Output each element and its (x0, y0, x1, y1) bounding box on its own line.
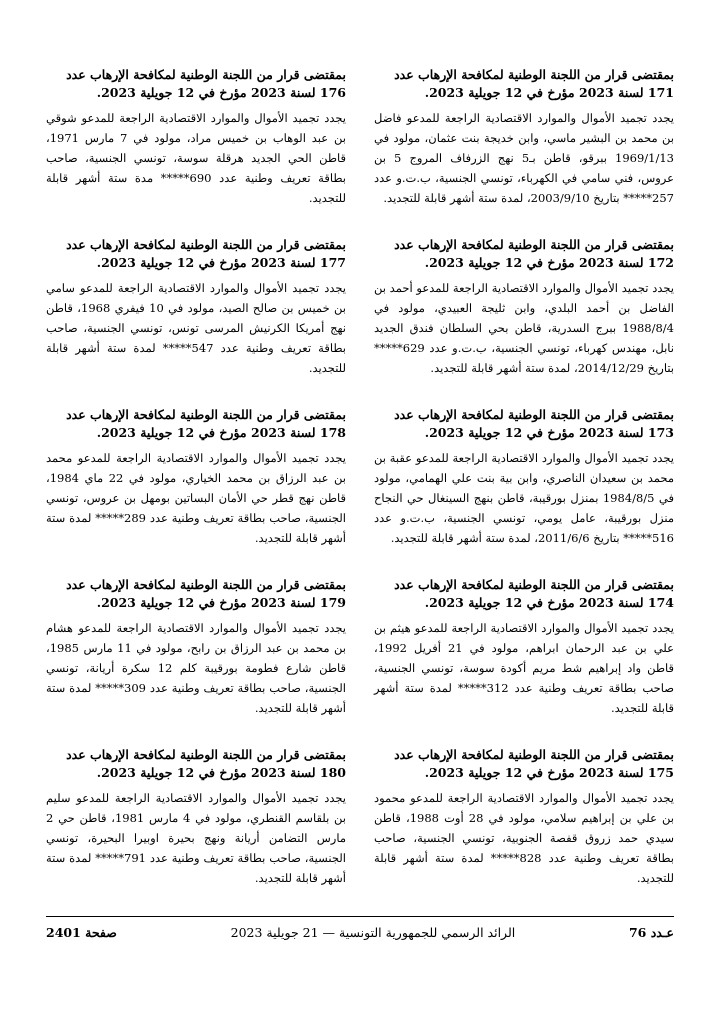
decree-title: بمقتضى قرار من اللجنة الوطنية لمكافحة الإرهاب عدد 172 لسنة 2023 مؤرخ في 12 جويلية 2023. (394, 237, 674, 270)
decree-175 (374, 746, 674, 888)
decree-body: يجدد تجميد الأموال والموارد الاقتصادية الراجعة للمدعو سامي بن خميس بن صالح الصيد، مولود في 10 فيفري 1968، قاطن نهج أمريكا الكرنيش المرسى تونس، تونسي الجنسية، صاحب بطاقة تعريف وطنية عدد 547***** لمدة ستة أشهر قابلة للتجديد. (46, 281, 346, 375)
page-number: صفحة 2401 (46, 925, 117, 940)
issue-number: عـدد 76 (628, 925, 674, 940)
decree-174 (374, 576, 674, 718)
decree-body: يجدد تجميد الأموال والموارد الاقتصادية الراجعة للمدعو فاضل بن محمد بن البشير ماسي، وابن خديجة بنت عثمان، مولود في 1969/1/13 ببرقو، قاطن بـ5 نهج الزرفاف المروج 5 بن عروس، فني سامي في الكهرباء، تونسي الجنسية، ب.ت.و عدد 257***** بتاريخ 2003/9/10، لمدة ستة أشهر قابلة للتجديد. (374, 111, 674, 205)
decree-body: يجدد تجميد الأموال والموارد الاقتصادية الراجعة للمدعو هيثم بن علي بن عبد الرحمان ابراهم، مولود في 21 أفريل 1992، قاطن واد إبراهيم شط مريم أكودة سوسة، تونسي الجنسية، صاحب بطاقة تعريف وطنية عدد 312***** لمدة ستة أشهر قابلة للتجديد. (374, 621, 674, 715)
decree-title: بمقتضى قرار من اللجنة الوطنية لمكافحة الإرهاب عدد 171 لسنة 2023 مؤرخ في 12 جويلية 2023. (394, 67, 674, 100)
right-column (374, 66, 674, 916)
decree-body: يجدد تجميد الأموال والموارد الاقتصادية الراجعة للمدعو محمود بن علي بن إبراهيم سلامي، مولود في 28 أوت 1988، قاطن سيدي حمد زروق قفصة الجنوبية، تونسي الجنسية، صاحب بطاقة تعريف وطنية عدد 828***** لمدة ستة أشهر قابلة للتجديد. (374, 791, 674, 885)
decree-body: يجدد تجميد الأموال والموارد الاقتصادية الراجعة للمدعو أحمد بن الفاضل بن أحمد البلدي، وابن ثليجة العبيدي، مولود في 1988/8/4 ببرج السدرية، قاطن بحي السلطان فندق الجديد نابل، مهندس كهرباء، تونسي الجنسية، ب.ت.و عدد 629***** بتاريخ 2014/12/29، لمدة ستة أشهر قابلة للتجديد. (374, 281, 674, 375)
decree-body: يجدد تجميد الأموال والموارد الاقتصادية الراجعة للمدعو عقبة بن محمد بن سعيدان الناصري، وابن بية بنت علي الهمامي، مولود في 1984/8/5 بمنزل بورقيبة، قاطن بنهج السينغال حي النجاح منزل بورقيبة، عامل يومي، تونسي الجنسية، ب.ت.و عدد 516***** بتاريخ 2011/6/6، لمدة ستة أشهر قابلة للتجديد. (374, 451, 674, 545)
decree-body: يجدد تجميد الأموال والموارد الاقتصادية الراجعة للمدعو محمد بن عبد الرزاق بن محمد الخياري، مولود في 22 ماي 1984، قاطن نهج قطر حي الأمان البساتين بومهل بن عروس، تونسي الجنسية، صاحب بطاقة تعريف وطنية عدد 289***** لمدة ستة أشهر قابلة للتجديد. (46, 451, 346, 545)
decree-179 (46, 576, 346, 718)
decree-title: بمقتضى قرار من اللجنة الوطنية لمكافحة الإرهاب عدد 176 لسنة 2023 مؤرخ في 12 جويلية 2023. (66, 67, 346, 100)
decree-176 (46, 66, 346, 208)
decree-title: بمقتضى قرار من اللجنة الوطنية لمكافحة الإرهاب عدد 174 لسنة 2023 مؤرخ في 12 جويلية 2023. (394, 577, 674, 610)
decree-177 (46, 236, 346, 378)
decree-title: بمقتضى قرار من اللجنة الوطنية لمكافحة الإرهاب عدد 175 لسنة 2023 مؤرخ في 12 جويلية 2023. (394, 747, 674, 780)
document-page (46, 66, 674, 946)
decree-178 (46, 406, 346, 548)
decree-title: بمقتضى قرار من اللجنة الوطنية لمكافحة الإرهاب عدد 177 لسنة 2023 مؤرخ في 12 جويلية 2023. (66, 237, 346, 270)
decree-title: بمقتضى قرار من اللجنة الوطنية لمكافحة الإرهاب عدد 180 لسنة 2023 مؤرخ في 12 جويلية 2023. (66, 747, 346, 780)
decree-173 (374, 406, 674, 548)
decree-title: بمقتضى قرار من اللجنة الوطنية لمكافحة الإرهاب عدد 178 لسنة 2023 مؤرخ في 12 جويلية 2023. (66, 407, 346, 440)
decree-172 (374, 236, 674, 378)
decree-171 (374, 66, 674, 208)
left-column (46, 66, 346, 916)
journal-title: الرائد الرسمي للجمهورية التونسية — 21 جويلية 2023 (230, 925, 516, 940)
decree-180 (46, 746, 346, 888)
two-column-layout (46, 66, 674, 916)
decree-body: يجدد تجميد الأموال والموارد الاقتصادية الراجعة للمدعو سليم بن بلقاسم القنطري، مولود في 4 مارس 1981، قاطن حي 2 مارس التضامن أريانة ونهج بحيرة اوبيرا البحيرة، تونسي الجنسية، صاحب بطاقة تعريف وطنية عدد 791***** لمدة ستة أشهر قابلة للتجديد. (46, 791, 346, 885)
decree-body: يجدد تجميد الأموال والموارد الاقتصادية الراجعة للمدعو شوقي بن عبد الوهاب بن خميس مراد، مولود في 7 مارس 1971، قاطن الحي الجديد هرقلة سوسة، تونسي الجنسية، صاحب بطاقة تعريف وطنية عدد 690***** مدة ستة أشهر قابلة للتجديد. (46, 111, 346, 205)
decree-body: يجدد تجميد الأموال والموارد الاقتصادية الراجعة للمدعو هشام بن محمد بن عبد الرزاق بن رابح، مولود في 11 مارس 1985، قاطن شارع فطومة بورقيبة كلم 12 سكرة أريانة، تونسي الجنسية، صاحب بطاقة تعريف وطنية عدد 309***** لمدة ستة أشهر قابلة للتجديد. (46, 621, 346, 715)
decree-title: بمقتضى قرار من اللجنة الوطنية لمكافحة الإرهاب عدد 173 لسنة 2023 مؤرخ في 12 جويلية 2023. (394, 407, 674, 440)
page-footer (46, 916, 674, 940)
decree-title: بمقتضى قرار من اللجنة الوطنية لمكافحة الإرهاب عدد 179 لسنة 2023 مؤرخ في 12 جويلية 2023. (66, 577, 346, 610)
